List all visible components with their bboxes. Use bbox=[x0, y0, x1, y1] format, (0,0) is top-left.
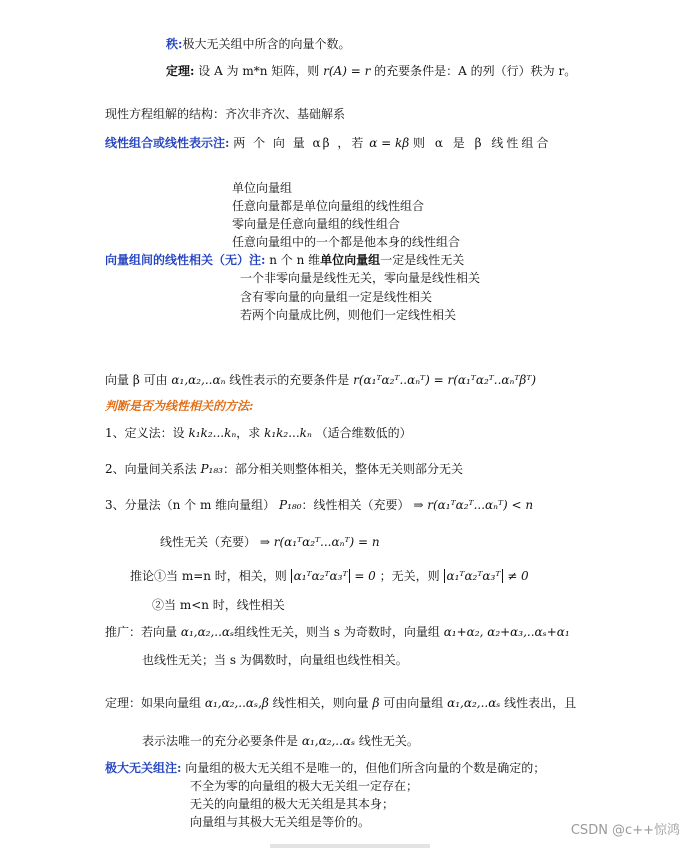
m3-mid: ：线性相关（充要） bbox=[301, 498, 410, 512]
m3-formula: ⇒ r(α₁ᵀα₂ᵀ...αₙᵀ) < n bbox=[413, 498, 534, 512]
thm2-f1: α₁,α₂,..αₛ,β bbox=[204, 696, 269, 710]
m1-f2: k₁k₂...kₙ bbox=[264, 426, 312, 440]
rep-formula: r(α₁ᵀα₂ᵀ..αₙᵀ) = r(α₁ᵀα₂ᵀ..αₙᵀβᵀ) bbox=[353, 373, 537, 387]
maxind-item-3: 向量组与其极大无关组是等价的。 bbox=[190, 815, 371, 829]
thm2b-post: 线性无关。 bbox=[358, 734, 419, 748]
note1-0: 单位向量组 bbox=[232, 181, 293, 195]
cor-eq: = 0 bbox=[354, 569, 376, 583]
theorem2b-line bbox=[142, 733, 419, 749]
cor-neq: ≠ 0 bbox=[507, 569, 529, 583]
theorem1-post: 的充要条件是：A 的列（行）秩为 r。 bbox=[374, 64, 577, 78]
ext-f1: α₁,α₂,..αₛ bbox=[180, 625, 235, 639]
maxind-line0 bbox=[105, 760, 545, 776]
maxind-title: 极大无关组注: bbox=[105, 761, 182, 775]
note1-2: 零向量是任意向量组的线性组合 bbox=[232, 217, 401, 231]
dep-post: 一定是线性无关 bbox=[380, 253, 465, 267]
combo-line bbox=[105, 135, 551, 151]
cor-det2: α₁ᵀα₂ᵀα₃ᵀ bbox=[444, 569, 504, 583]
cor-pre: 推论①当 m=n 时，相关，则 bbox=[130, 569, 287, 583]
method3-line bbox=[105, 497, 533, 513]
ext-f2: α₁+α₂, α₂+α₃,..αₛ+α₁ bbox=[443, 625, 570, 639]
extension-line bbox=[105, 624, 570, 640]
theorem1-line bbox=[166, 63, 576, 79]
rank-text: 极大无关组中所含的向量个数。 bbox=[182, 37, 351, 51]
method2-line bbox=[105, 461, 463, 477]
method-title: 判断是否为线性相关的方法: bbox=[105, 399, 254, 413]
m3-f: P₁₈₀ bbox=[279, 498, 302, 512]
corollary2-line: ②当 m<n 时，线性相关 bbox=[152, 598, 285, 612]
thm2b-f: α₁,α₂,..αₛ bbox=[301, 734, 356, 748]
maxind-item-1: 不全为零的向量组的极大无关组一定存在； bbox=[190, 779, 419, 793]
dep-pre: n 个 n 维 bbox=[269, 253, 321, 267]
ext-pre: 推广：若向量 bbox=[105, 625, 178, 639]
m2-post: ：部分相关则整体相关，整体无关则部分无关 bbox=[222, 462, 463, 476]
theorem2-line bbox=[105, 695, 576, 711]
m3-pre: 3、分量法（n 个 m 维向量组） bbox=[105, 498, 276, 512]
method1-line bbox=[105, 425, 412, 441]
m3b-pre: 线性无关（充要） bbox=[160, 535, 257, 549]
m1-mid: ，求 bbox=[236, 426, 261, 440]
m3b-formula: ⇒ r(α₁ᵀα₂ᵀ...αₙᵀ) = n bbox=[259, 535, 380, 549]
theorem1-pre: 设 A 为 m*n 矩阵，则 bbox=[198, 64, 320, 78]
ext-mid: 组线性无关，则当 s 为奇数时，向量组 bbox=[234, 625, 440, 639]
theorem1-label: 定理: bbox=[166, 64, 195, 78]
rep-mid: 线性表示的充要条件是 bbox=[229, 373, 350, 387]
note1-3: 任意向量组中的一个都是他本身的线性组合 bbox=[232, 235, 461, 249]
m2-pre: 2、向量间关系法 bbox=[105, 462, 197, 476]
cor-det1: α₁ᵀα₂ᵀα₃ᵀ bbox=[291, 569, 351, 583]
corollary-line bbox=[130, 568, 529, 584]
note2-2: 若两个向量成比例，则他们一定线性相关 bbox=[240, 308, 457, 322]
rank-term: 秩: bbox=[166, 37, 183, 51]
theorem1-formula: r(A) = r bbox=[323, 64, 371, 78]
thm2-f3: α₁,α₂,..αₛ bbox=[447, 696, 501, 710]
m1-post: （适合维数低的） bbox=[315, 426, 412, 440]
thm2-mid2: 可由向量组 bbox=[383, 696, 444, 710]
rep-line bbox=[105, 372, 536, 388]
thm2b-pre: 表示法唯一的充分必要条件是 bbox=[142, 734, 299, 748]
maxind-item-2: 无关的向量组的极大无关组是其本身； bbox=[190, 797, 395, 811]
extension2-line: 也线性无关；当 s 为偶数时，向量组也线性相关。 bbox=[142, 653, 408, 667]
maxind-item-0: 向量组的极大无关组不是唯一的，但他们所含向量的个数是确定的； bbox=[185, 761, 546, 775]
thm2-mid: 线性相关，则向量 bbox=[272, 696, 369, 710]
rank-line bbox=[166, 36, 350, 52]
rep-vec: α₁,α₂,..αₙ bbox=[171, 373, 226, 387]
dep-bold: 单位向量组 bbox=[320, 253, 381, 267]
method3b-line bbox=[160, 534, 380, 550]
bottom-fade-bar bbox=[270, 844, 430, 848]
thm2-pre: 定理：如果向量组 bbox=[105, 696, 202, 710]
note2-0: 一个非零向量是线性无关，零向量是线性相关 bbox=[240, 271, 481, 285]
m2-f: P₁₈₃ bbox=[200, 462, 223, 476]
structure-line: 现性方程组解的结构：齐次非齐次、基础解系 bbox=[105, 107, 346, 121]
note2-1: 含有零向量的向量组一定是线性相关 bbox=[240, 290, 433, 304]
combo-formula: α = kβ bbox=[369, 136, 410, 150]
combo-title: 线性组合或线性表示注: bbox=[105, 136, 230, 150]
dep-title: 向量组间的线性相关（无）注: bbox=[105, 253, 266, 267]
m1-f1: k₁k₂...kₙ bbox=[188, 426, 237, 440]
combo-text: 两 个 向 量 αβ ，若 bbox=[233, 136, 366, 150]
note1-1: 任意向量都是单位向量组的线性组合 bbox=[232, 199, 425, 213]
rep-pre: 向量 β 可由 bbox=[105, 373, 168, 387]
m1-pre: 1、定义法：设 bbox=[105, 426, 185, 440]
thm2-post: 线性表出，且 bbox=[504, 696, 577, 710]
csdn-watermark: CSDN @c++惊鸿 bbox=[570, 823, 680, 838]
combo-tail: 则 α 是 β 线性组合 bbox=[413, 136, 552, 150]
thm2-f2: β bbox=[372, 696, 380, 710]
cor-mid: ；无关，则 bbox=[379, 569, 440, 583]
dep-line bbox=[105, 252, 464, 268]
